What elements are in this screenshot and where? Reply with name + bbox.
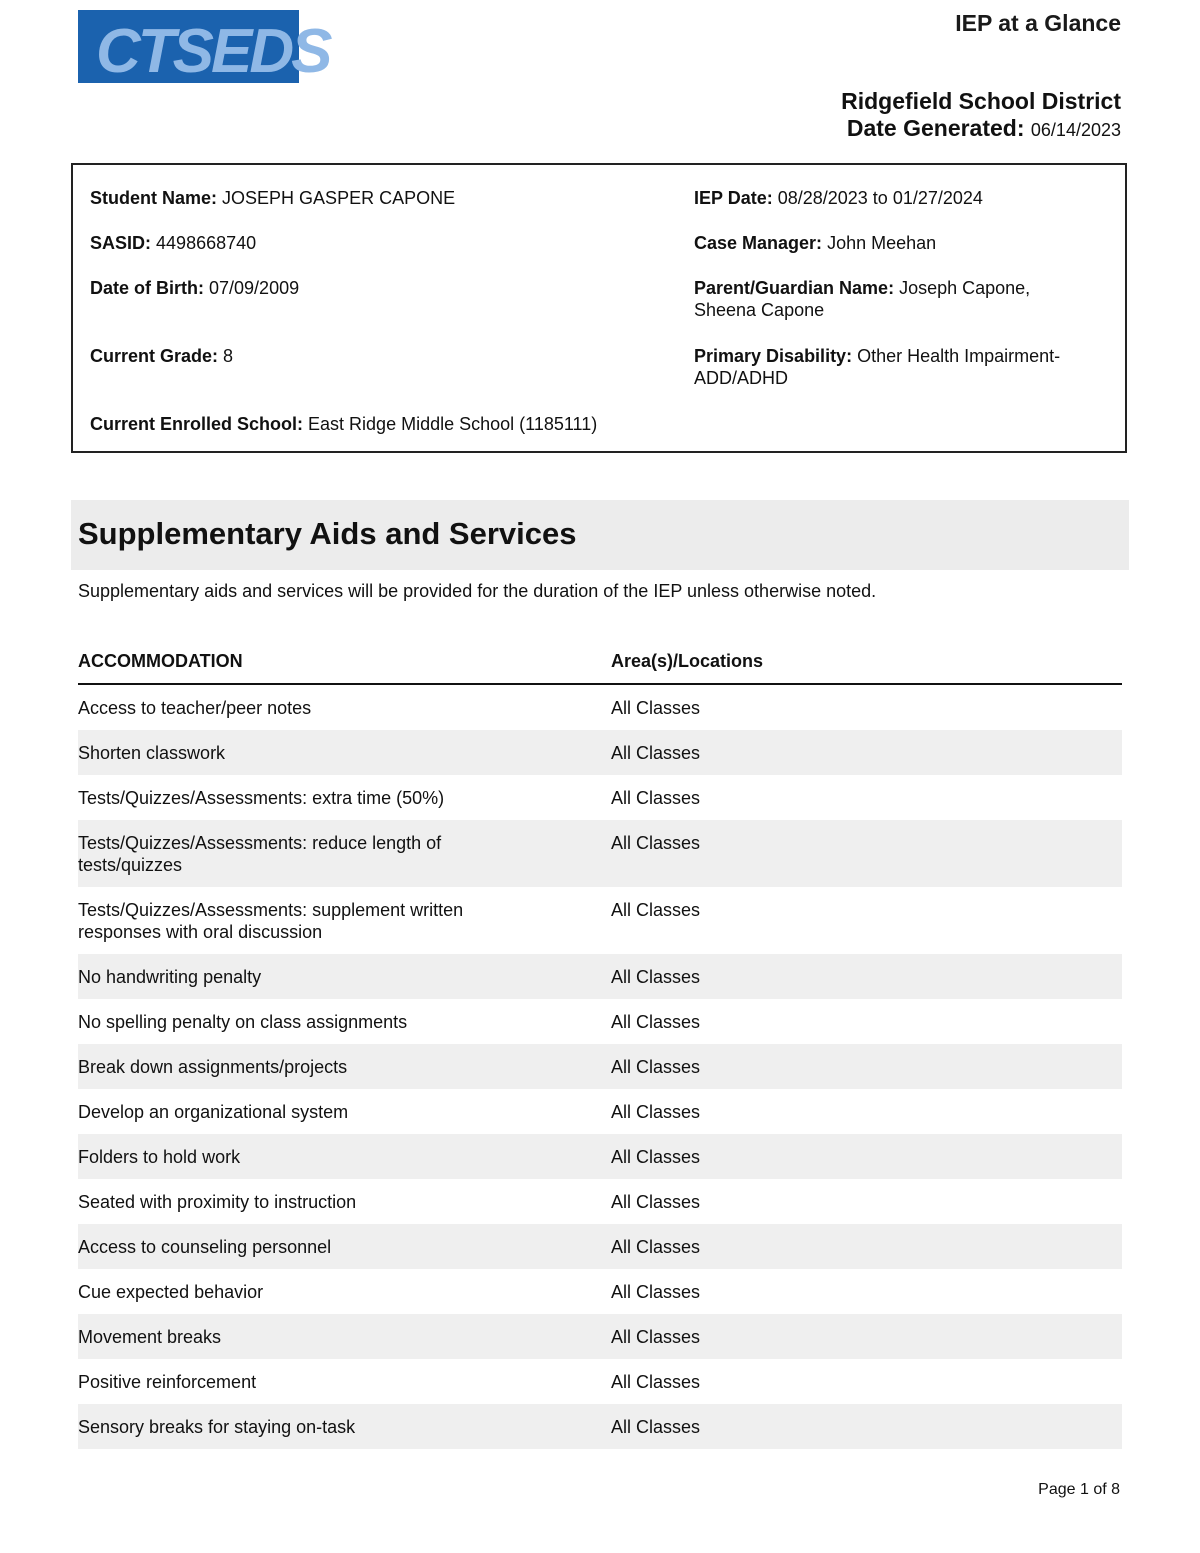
svg-text:CTSEDS: CTSEDS [96, 17, 330, 86]
accommodation-cell: Tests/Quizzes/Assessments: supplement written responses with oral discussion [78, 900, 464, 942]
location-cell: All Classes [611, 1282, 701, 1302]
table-row [78, 887, 1122, 954]
accommodation-cell: Sensory breaks for staying on-task [78, 1417, 356, 1437]
location-cell: All Classes [611, 1237, 701, 1257]
sasid-label: SASID: [90, 233, 152, 253]
accommodation-cell: Tests/Quizzes/Assessments: reduce length of tests/quizzes [78, 833, 442, 875]
accommodation-cell: No spelling penalty on class assignments [78, 1012, 408, 1032]
location-cell: All Classes [611, 698, 701, 718]
iep-date-value: 08/28/2023 to 01/27/2024 [777, 188, 983, 208]
location-cell: All Classes [611, 1327, 701, 1347]
iep-date-label: IEP Date: [694, 188, 773, 208]
student-name-value: JOSEPH GASPER CAPONE [222, 188, 456, 208]
section-note: Supplementary aids and services will be provided for the duration of the IEP unless otherwise noted. [78, 581, 877, 601]
grade-label: Current Grade: [90, 346, 219, 366]
student-name-label: Student Name: [90, 188, 218, 208]
table-row [78, 1359, 1122, 1404]
table-row [78, 685, 1122, 730]
ctseds-logo [78, 10, 330, 86]
accommodation-cell: Shorten classwork [78, 743, 226, 763]
table-row [78, 1179, 1122, 1224]
grade-field [90, 345, 650, 367]
table-row [78, 1044, 1122, 1089]
district-name: Ridgefield School District [841, 88, 1121, 114]
school-field [90, 413, 790, 435]
table-row [78, 820, 1122, 887]
accommodation-cell: Positive reinforcement [78, 1372, 257, 1392]
grade-value: 8 [223, 346, 234, 366]
location-cell: All Classes [611, 743, 701, 763]
location-cell: All Classes [611, 1147, 701, 1167]
accommodations-table [78, 640, 1122, 1449]
guardian-field [694, 277, 1094, 321]
location-cell: All Classes [611, 967, 701, 987]
logo-wordmark [78, 10, 330, 86]
location-cell: All Classes [611, 1372, 701, 1392]
column-header-accommodation: ACCOMMODATION [78, 651, 243, 671]
location-cell: All Classes [611, 1012, 701, 1032]
accommodation-cell: Develop an organizational system [78, 1102, 349, 1122]
location-cell: All Classes [611, 1417, 701, 1437]
guardian-value: Joseph Capone, Sheena Capone [694, 278, 1031, 320]
table-row [78, 1089, 1122, 1134]
table-row [78, 775, 1122, 820]
case-manager-field [694, 232, 1094, 254]
school-label: Current Enrolled School: [90, 414, 304, 434]
accommodation-cell: Tests/Quizzes/Assessments: extra time (50%) [78, 788, 445, 808]
accommodation-cell: Cue expected behavior [78, 1282, 264, 1302]
date-generated-label: Date Generated: [846, 115, 1025, 141]
disability-value: Other Health Impairment-ADD/ADHD [694, 346, 1061, 388]
sasid-field [90, 232, 650, 254]
table-row [78, 1224, 1122, 1269]
document-title: IEP at a Glance [955, 10, 1121, 36]
location-cell: All Classes [611, 1057, 701, 1077]
location-cell: All Classes [611, 1102, 701, 1122]
accommodation-cell: Folders to hold work [78, 1147, 241, 1167]
date-generated-value: 06/14/2023 [1030, 120, 1121, 140]
disability-label: Primary Disability: [694, 346, 853, 366]
disability-field [694, 345, 1094, 389]
location-cell: All Classes [611, 788, 701, 808]
accommodation-cell: Access to counseling personnel [78, 1237, 332, 1257]
table-header [78, 640, 1122, 685]
iep-date-field [694, 187, 1094, 209]
table-row [78, 1404, 1122, 1449]
guardian-label: Parent/Guardian Name: [694, 278, 895, 298]
school-value: East Ridge Middle School (1185111) [308, 414, 598, 434]
student-name-field [90, 187, 650, 209]
dob-label: Date of Birth: [90, 278, 204, 298]
accommodation-cell: Break down assignments/projects [78, 1057, 348, 1077]
student-info-box [71, 163, 1127, 453]
table-row [78, 1269, 1122, 1314]
table-row [78, 999, 1122, 1044]
case-manager-label: Case Manager: [694, 233, 823, 253]
dob-value: 07/09/2009 [209, 278, 300, 298]
page-number: Page 1 of 8 [1038, 1481, 1120, 1498]
section-header [71, 500, 1129, 570]
table-row [78, 730, 1122, 775]
accommodation-cell: No handwriting penalty [78, 967, 262, 987]
dob-field [90, 277, 650, 299]
section-title: Supplementary Aids and Services [78, 516, 577, 551]
location-cell: All Classes [611, 833, 701, 853]
sasid-value: 4498668740 [156, 233, 257, 253]
accommodation-cell: Access to teacher/peer notes [78, 698, 312, 718]
location-cell: All Classes [611, 900, 701, 920]
date-generated [847, 115, 1121, 142]
accommodation-cell: Seated with proximity to instruction [78, 1192, 357, 1212]
table-row [78, 954, 1122, 999]
table-row [78, 1314, 1122, 1359]
case-manager-value: John Meehan [827, 233, 937, 253]
column-header-locations: Area(s)/Locations [611, 651, 764, 671]
table-row [78, 1134, 1122, 1179]
accommodation-cell: Movement breaks [78, 1327, 222, 1347]
location-cell: All Classes [611, 1192, 701, 1212]
